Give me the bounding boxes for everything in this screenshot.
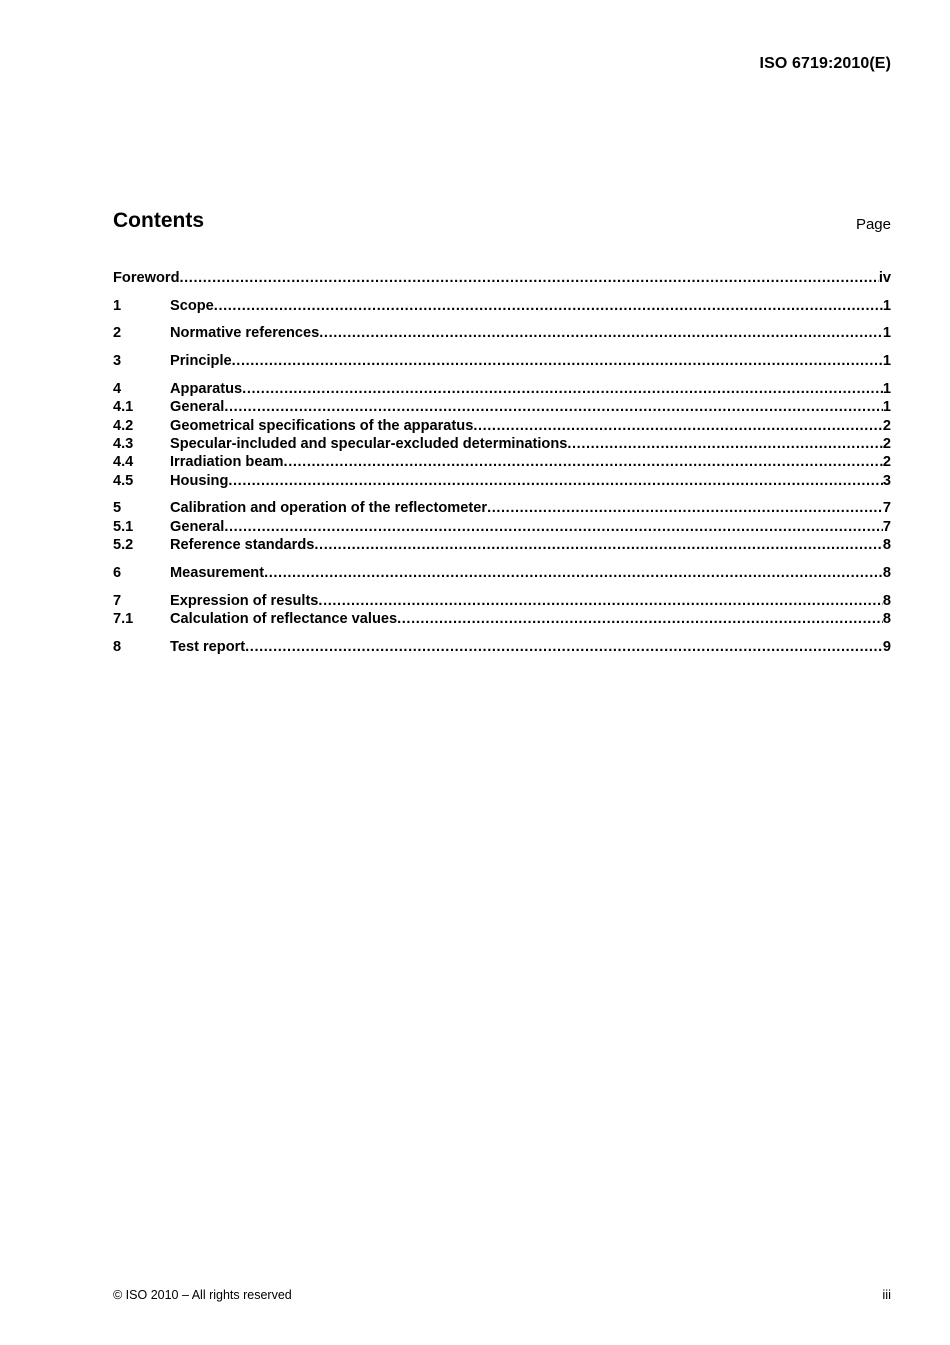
toc-entry-page: 3: [882, 472, 891, 489]
toc-entry-general-4-1[interactable]: [113, 398, 891, 416]
dot-leader: [487, 499, 883, 517]
toc-entry-title: Reference standards: [170, 537, 315, 554]
toc-entry-page: 1: [882, 353, 891, 370]
toc-entry-reference-standards[interactable]: [113, 536, 891, 554]
toc-entry-number: 4.1: [113, 399, 134, 416]
toc-entry-page: iv: [878, 270, 891, 286]
dot-leader: [179, 269, 878, 287]
toc-entry-number: 4.3: [113, 435, 134, 452]
toc-entry-specular-determinations[interactable]: [113, 435, 891, 453]
toc-entry-title: General: [170, 399, 225, 416]
toc-entry-title: Principle: [170, 353, 232, 370]
toc-entry-number: 5.2: [113, 537, 134, 554]
dot-leader: [232, 352, 883, 370]
toc-entry-principle[interactable]: [113, 352, 891, 370]
toc-entry-title: Geometrical specifications of the apparatus: [170, 417, 474, 434]
toc-entry-expression-of-results[interactable]: [113, 592, 891, 610]
toc-entry-page: 1: [882, 399, 891, 416]
toc-entry-number: 2: [113, 325, 122, 342]
toc-entry-foreword[interactable]: [113, 269, 891, 287]
toc-entry-page: 2: [882, 417, 891, 434]
dot-leader: [228, 472, 883, 490]
toc-entry-title: Specular-included and specular-excluded determinations: [170, 435, 568, 452]
toc-entry-calibration-operation[interactable]: [113, 499, 891, 517]
toc-entry-title: Normative references: [170, 325, 320, 342]
toc-entry-test-report[interactable]: [113, 638, 891, 656]
toc-entry-page: 1: [882, 297, 891, 314]
dot-leader: [318, 592, 882, 610]
toc-entry-page: 1: [882, 325, 891, 342]
toc-entry-apparatus[interactable]: [113, 380, 891, 398]
toc-entry-calculation-reflectance[interactable]: [113, 610, 891, 628]
dot-leader: [284, 453, 883, 471]
footer-copyright: © ISO 2010 – All rights reserved: [113, 1288, 292, 1302]
toc-entry-title: Apparatus: [170, 380, 243, 397]
toc-entry-number: 4: [113, 380, 122, 397]
toc-entry-page: 8: [882, 537, 891, 554]
toc-entry-number: 6: [113, 564, 122, 581]
dot-leader: [245, 638, 883, 656]
page-column-label: Page: [855, 216, 891, 233]
toc-entry-title: Irradiation beam: [170, 454, 284, 471]
toc-entry-number: 1: [113, 297, 122, 314]
dot-leader: [397, 610, 883, 628]
toc-entry-page: 7: [882, 518, 891, 535]
toc-entry-number: 4.4: [113, 454, 134, 471]
toc-entry-page: 8: [882, 592, 891, 609]
contents-heading: Contents: [113, 209, 204, 232]
toc-entry-title: Measurement: [170, 564, 265, 581]
dot-leader: [224, 398, 883, 416]
toc-entry-page: 9: [882, 638, 891, 655]
toc-entry-irradiation-beam[interactable]: [113, 453, 891, 471]
toc-entry-number: 3: [113, 353, 122, 370]
toc-entry-page: 7: [882, 500, 891, 517]
document-id-header: ISO 6719:2010(E): [759, 55, 891, 72]
dot-leader: [214, 297, 883, 315]
toc-entry-measurement[interactable]: [113, 564, 891, 582]
toc-entry-title: Calculation of reflectance values: [170, 610, 398, 627]
toc-entry-number: 4.2: [113, 417, 134, 434]
toc-entry-number: 8: [113, 638, 122, 655]
toc-entry-general-5-1[interactable]: [113, 518, 891, 536]
toc-entry-housing[interactable]: [113, 472, 891, 490]
dot-leader: [242, 380, 883, 398]
toc-entry-title: General: [170, 518, 225, 535]
dot-leader: [567, 435, 883, 453]
toc-entry-number: 5.1: [113, 518, 134, 535]
toc-entry-page: 2: [882, 435, 891, 452]
dot-leader: [224, 518, 883, 536]
table-of-contents: [113, 269, 891, 656]
toc-entry-title: Calibration and operation of the reflectometer: [170, 500, 488, 517]
toc-entry-normative-references[interactable]: [113, 324, 891, 342]
toc-entry-number: 7: [113, 592, 122, 609]
dot-leader: [473, 417, 883, 435]
toc-entry-title: Housing: [170, 472, 229, 489]
toc-entry-number: 5: [113, 500, 122, 517]
toc-entry-number: 4.5: [113, 472, 134, 489]
toc-entry-geometrical-specifications[interactable]: [113, 417, 891, 435]
dot-leader: [319, 324, 883, 342]
toc-entry-title: Expression of results: [170, 592, 319, 609]
footer-page-number: iii: [882, 1287, 891, 1302]
dot-leader: [264, 564, 883, 582]
toc-entry-page: 2: [882, 454, 891, 471]
toc-entry-number: 7.1: [113, 610, 134, 627]
toc-entry-scope[interactable]: [113, 297, 891, 315]
toc-entry-page: 1: [882, 380, 891, 397]
toc-entry-title: Test report: [170, 638, 246, 655]
toc-entry-page: 8: [882, 564, 891, 581]
toc-entry-title: Scope: [170, 297, 214, 314]
toc-entry-title: Foreword: [113, 270, 180, 286]
toc-entry-page: 8: [882, 610, 891, 627]
dot-leader: [314, 536, 882, 554]
